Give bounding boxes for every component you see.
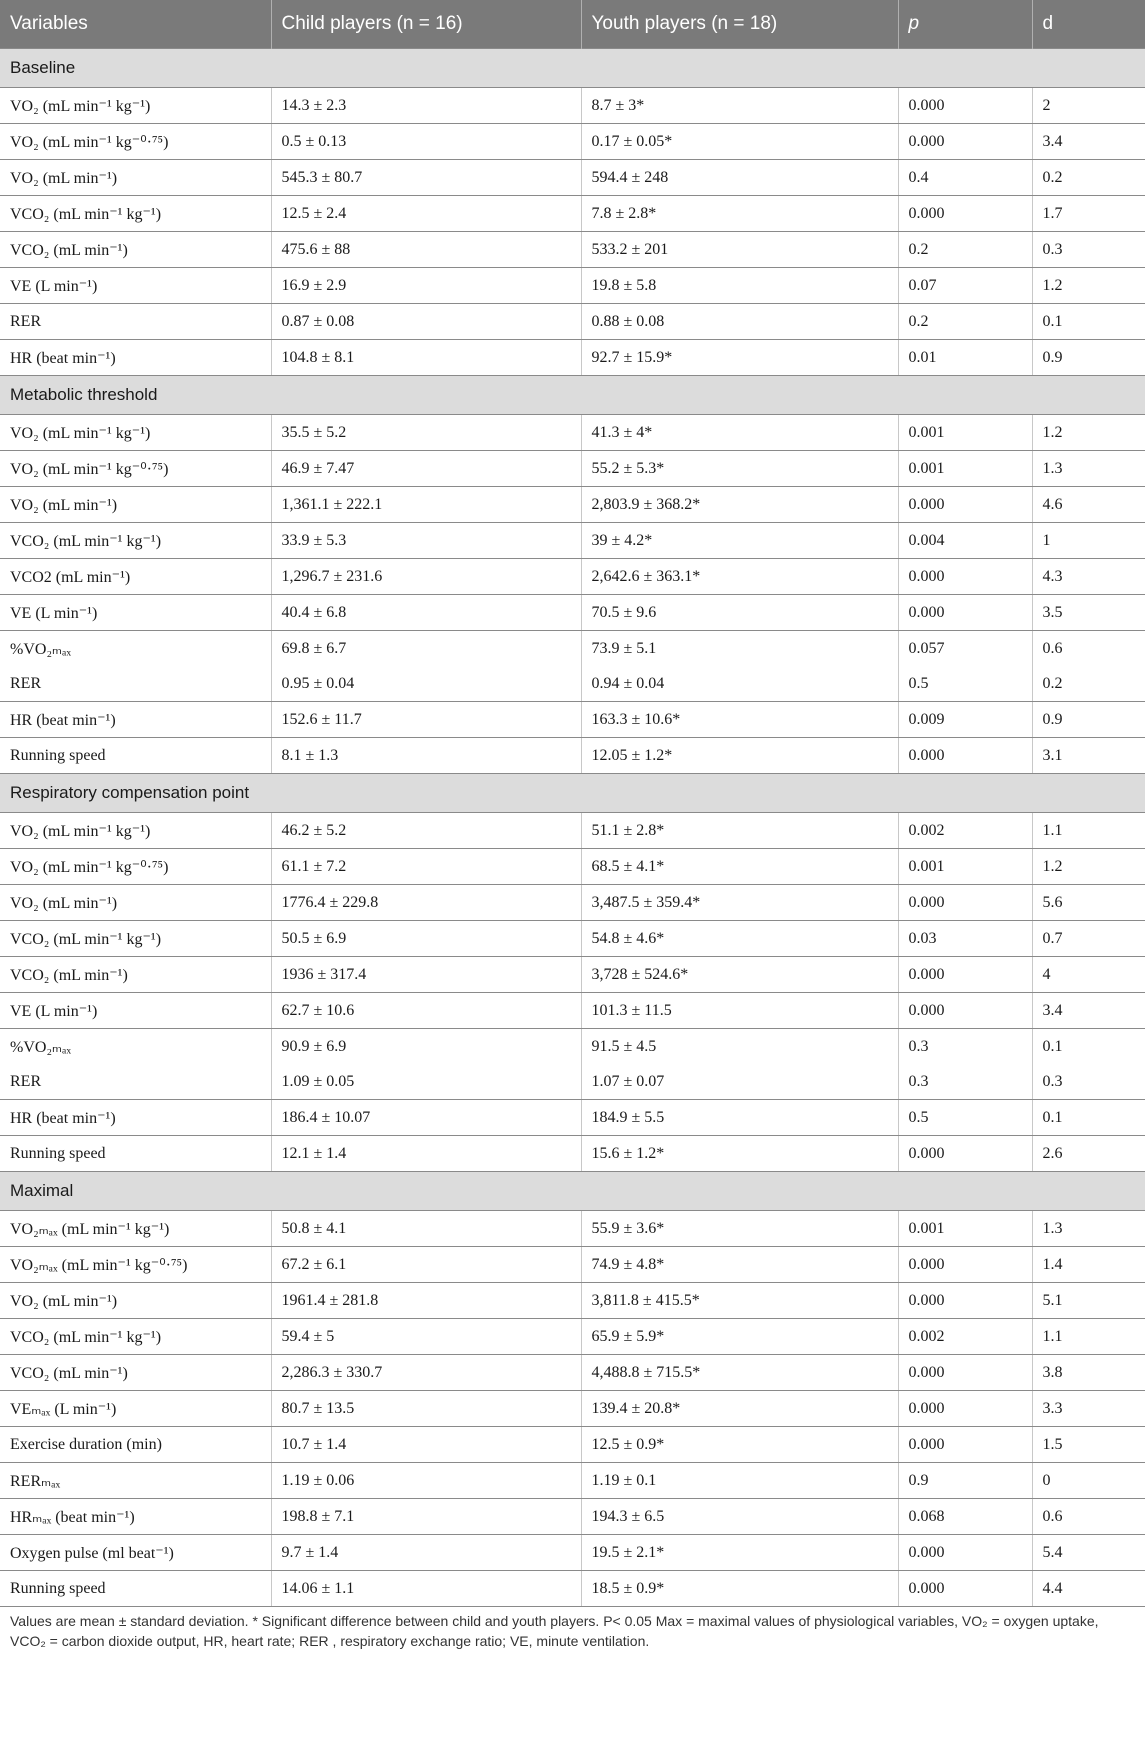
cell-child-value: 1936 ± 317.4 bbox=[271, 957, 581, 993]
cell-child-value: 33.9 ± 5.3 bbox=[271, 523, 581, 559]
table-row bbox=[0, 304, 1145, 340]
table-row bbox=[0, 268, 1145, 304]
cell-d-value: 1.4 bbox=[1032, 1247, 1145, 1283]
cell-youth-value: 0.17 ± 0.05* bbox=[581, 124, 898, 160]
cell-d-value: 0.6 bbox=[1042, 639, 1063, 657]
cell-variable: VCO₂ (mL min⁻¹ kg⁻¹) bbox=[0, 196, 271, 232]
cell-child-value: 50.8 ± 4.1 bbox=[271, 1211, 581, 1247]
cell-d-value: 1.7 bbox=[1032, 196, 1145, 232]
cell-p-value: 0.000 bbox=[898, 595, 1032, 631]
cell-p-value: 0.4 bbox=[898, 160, 1032, 196]
cell-p-value: 0.2 bbox=[898, 232, 1032, 268]
cell-youth-value: 2,642.6 ± 363.1* bbox=[581, 559, 898, 595]
cell-variable: RER bbox=[0, 304, 271, 340]
cell-youth-value: 3,811.8 ± 415.5* bbox=[581, 1283, 898, 1319]
cell-d-value: 0.2 bbox=[1032, 160, 1145, 196]
cell-d-value: 1.1 bbox=[1032, 1319, 1145, 1355]
cell-p-value: 0.5 bbox=[898, 666, 1032, 702]
cell-child-value: 1.19 ± 0.06 bbox=[271, 1463, 581, 1499]
cell-p-value: 0.000 bbox=[898, 1283, 1032, 1319]
cell-p-value: 0.5 bbox=[898, 1100, 1032, 1136]
table-row bbox=[0, 1100, 1145, 1136]
cell-p-value: 0.000 bbox=[898, 1355, 1032, 1391]
table-row bbox=[0, 340, 1145, 376]
cell-variable: VO₂ₘₐₓ (mL min⁻¹ kg⁻⁰·⁷⁵) bbox=[0, 1247, 271, 1283]
cell-variable: RER bbox=[0, 666, 271, 702]
cell-p-value: 0.068 bbox=[898, 1499, 1032, 1535]
table-row bbox=[0, 88, 1145, 124]
cell-p-value: 0.01 bbox=[898, 340, 1032, 376]
cell-youth-value: 70.5 ± 9.6 bbox=[581, 595, 898, 631]
cell-p-value: 0.000 bbox=[898, 738, 1032, 774]
cell-d-value: 5.6 bbox=[1032, 885, 1145, 921]
cell-child-value: 2,286.3 ± 330.7 bbox=[271, 1355, 581, 1391]
cell-p-value: 0.000 bbox=[898, 124, 1032, 160]
table-row bbox=[0, 1064, 1145, 1100]
cell-youth-value: 1.07 ± 0.07 bbox=[581, 1064, 898, 1100]
cell-child-value: 62.7 ± 10.6 bbox=[271, 993, 581, 1029]
cell-child-value: 35.5 ± 5.2 bbox=[271, 415, 581, 451]
cell-p-value: 0.057 bbox=[898, 631, 1032, 667]
cell-d-value: 0.3 bbox=[1032, 232, 1145, 268]
cell-p-value: 0.000 bbox=[898, 993, 1032, 1029]
table-row bbox=[0, 1499, 1145, 1535]
cell-child-value: 59.4 ± 5 bbox=[271, 1319, 581, 1355]
cell-d-value: 0.9 bbox=[1032, 340, 1145, 376]
cell-variable: RERₘₐₓ bbox=[0, 1463, 271, 1499]
cell-d-value: 4.6 bbox=[1032, 487, 1145, 523]
cell-child-value: 8.1 ± 1.3 bbox=[271, 738, 581, 774]
cell-p-value: 0.000 bbox=[898, 1571, 1032, 1607]
cell-p-value: 0.001 bbox=[898, 1211, 1032, 1247]
table-row bbox=[0, 451, 1145, 487]
table-row bbox=[0, 559, 1145, 595]
cell-d-value: 0.3 bbox=[1032, 1064, 1145, 1100]
table-row bbox=[0, 993, 1145, 1029]
cell-p-value: 0.03 bbox=[898, 921, 1032, 957]
cell-d-value: 5.1 bbox=[1032, 1283, 1145, 1319]
cell-child-value: 1961.4 ± 281.8 bbox=[271, 1283, 581, 1319]
table-row bbox=[0, 1463, 1145, 1499]
section-header-row bbox=[0, 774, 1145, 813]
cell-child-value: 186.4 ± 10.07 bbox=[271, 1100, 581, 1136]
table-row bbox=[0, 1247, 1145, 1283]
cell-d-value: 3.5 bbox=[1032, 595, 1145, 631]
cell-child-value: 0.5 ± 0.13 bbox=[271, 124, 581, 160]
cell-variable: VO₂ (mL min⁻¹ kg⁻⁰·⁷⁵) bbox=[0, 124, 271, 160]
header-d: d bbox=[1032, 0, 1145, 49]
cell-child-value: 16.9 ± 2.9 bbox=[271, 268, 581, 304]
cell-child-value: 1.09 ± 0.05 bbox=[271, 1064, 581, 1100]
cell-youth-value: 19.5 ± 2.1* bbox=[581, 1535, 898, 1571]
table-row bbox=[0, 1136, 1145, 1172]
cell-variable: Running speed bbox=[0, 1571, 271, 1607]
cell-d-value: 1.3 bbox=[1032, 451, 1145, 487]
cell-child-value: 12.5 ± 2.4 bbox=[271, 196, 581, 232]
cell-p-value: 0.000 bbox=[898, 1247, 1032, 1283]
cell-d-value: 4 bbox=[1032, 957, 1145, 993]
cell-p-value: 0.3 bbox=[898, 1029, 1032, 1065]
cell-p-value: 0.2 bbox=[898, 304, 1032, 340]
cell-variable: Exercise duration (min) bbox=[0, 1427, 271, 1463]
section-title: Metabolic threshold bbox=[0, 376, 1145, 415]
cell-d-value: 4.3 bbox=[1032, 559, 1145, 595]
cell-p-value: 0.000 bbox=[898, 196, 1032, 232]
cell-youth-value: 68.5 ± 4.1* bbox=[581, 849, 898, 885]
cell-variable: %VO₂ₘₐₓ bbox=[0, 1029, 271, 1065]
header-child-players: Child players (n = 16) bbox=[271, 0, 581, 49]
cell-variable: HRₘₐₓ (beat min⁻¹) bbox=[0, 1499, 271, 1535]
cell-variable: VCO₂ (mL min⁻¹ kg⁻¹) bbox=[0, 1319, 271, 1355]
table-row bbox=[0, 702, 1145, 738]
cell-child-value: 40.4 ± 6.8 bbox=[271, 595, 581, 631]
header-row bbox=[0, 0, 1145, 49]
cell-youth-value: 8.7 ± 3* bbox=[581, 88, 898, 124]
table-row bbox=[0, 160, 1145, 196]
header-youth-players: Youth players (n = 18) bbox=[581, 0, 898, 49]
cell-youth-value: 54.8 ± 4.6* bbox=[581, 921, 898, 957]
cell-child-value: 198.8 ± 7.1 bbox=[271, 1499, 581, 1535]
table-body bbox=[0, 49, 1145, 1607]
table-row bbox=[0, 1535, 1145, 1571]
cell-d-value: 1.3 bbox=[1032, 1211, 1145, 1247]
cell-variable: HR (beat min⁻¹) bbox=[0, 340, 271, 376]
cell-child-value: 9.7 ± 1.4 bbox=[271, 1535, 581, 1571]
cell-youth-value: 65.9 ± 5.9* bbox=[581, 1319, 898, 1355]
table-row bbox=[0, 1283, 1145, 1319]
cell-d-value: 2.6 bbox=[1032, 1136, 1145, 1172]
cell-p-value: 0.000 bbox=[898, 885, 1032, 921]
cell-youth-value: 15.6 ± 1.2* bbox=[581, 1136, 898, 1172]
cell-d-value: 0.1 bbox=[1032, 1100, 1145, 1136]
cell-d-value: 0.1 bbox=[1032, 304, 1145, 340]
cell-youth-value: 139.4 ± 20.8* bbox=[581, 1391, 898, 1427]
cell-p-value: 0.002 bbox=[898, 1319, 1032, 1355]
table-footnote: Values are mean ± standard deviation. * Significant difference between child and youth players. P< 0.05 Max = maximal values of physiological variables, VO₂ = oxygen uptake, VCO₂ = carbon dioxide output, HR, heart rate; RER , respiratory exchange ratio; VE, minute ventilation. bbox=[10, 1613, 1099, 1649]
table-row bbox=[0, 1427, 1145, 1463]
cell-d-value: 0 bbox=[1032, 1463, 1145, 1499]
section-header-row bbox=[0, 49, 1145, 88]
cell-youth-value: 39 ± 4.2* bbox=[581, 523, 898, 559]
cell-child-value: 12.1 ± 1.4 bbox=[271, 1136, 581, 1172]
cell-variable: HR (beat min⁻¹) bbox=[0, 1100, 271, 1136]
cell-p-value: 0.009 bbox=[898, 702, 1032, 738]
cell-variable: VE (L min⁻¹) bbox=[0, 595, 271, 631]
cell-p-value: 0.000 bbox=[898, 1136, 1032, 1172]
cell-youth-value: 91.5 ± 4.5 bbox=[581, 1029, 898, 1065]
cell-variable: HR (beat min⁻¹) bbox=[0, 702, 271, 738]
cell-youth-value: 3,728 ± 524.6* bbox=[581, 957, 898, 993]
cell-d-value: 5.4 bbox=[1032, 1535, 1145, 1571]
cell-youth-value: 19.8 ± 5.8 bbox=[581, 268, 898, 304]
cell-child-value: 152.6 ± 11.7 bbox=[271, 702, 581, 738]
cell-p-value: 0.001 bbox=[898, 451, 1032, 487]
cell-youth-value: 55.2 ± 5.3* bbox=[581, 451, 898, 487]
cell-child-value: 90.9 ± 6.9 bbox=[271, 1029, 581, 1065]
cell-variable: VO₂ (mL min⁻¹ kg⁻¹) bbox=[0, 88, 271, 124]
cell-d-value: 0.9 bbox=[1032, 702, 1145, 738]
cell-variable: VO₂ (mL min⁻¹ kg⁻¹) bbox=[0, 415, 271, 451]
cell-youth-value: 0.88 ± 0.08 bbox=[581, 304, 898, 340]
cell-variable: VO₂ (mL min⁻¹ kg⁻⁰·⁷⁵) bbox=[0, 451, 271, 487]
cell-d-value: 3.4 bbox=[1032, 993, 1145, 1029]
cell-child-value: 80.7 ± 13.5 bbox=[271, 1391, 581, 1427]
cell-youth-value: 12.5 ± 0.9* bbox=[581, 1427, 898, 1463]
cell-variable: VO₂ (mL min⁻¹) bbox=[0, 885, 271, 921]
cell-variable: Oxygen pulse (ml beat⁻¹) bbox=[0, 1535, 271, 1571]
cell-child-value: 1776.4 ± 229.8 bbox=[271, 885, 581, 921]
cell-variable: VO₂ (mL min⁻¹ kg⁻¹) bbox=[0, 813, 271, 849]
table-row bbox=[0, 1571, 1145, 1607]
cell-child-value: 104.8 ± 8.1 bbox=[271, 340, 581, 376]
cell-d-value: 1.1 bbox=[1032, 813, 1145, 849]
cell-p-value: 0.000 bbox=[898, 1427, 1032, 1463]
table-row bbox=[0, 415, 1145, 451]
cell-p-value: 0.000 bbox=[898, 957, 1032, 993]
table-row bbox=[0, 523, 1145, 559]
table-row bbox=[0, 1319, 1145, 1355]
header-p: p bbox=[898, 0, 1032, 49]
cell-variable: VE (L min⁻¹) bbox=[0, 993, 271, 1029]
cell-variable: VCO₂ (mL min⁻¹ kg⁻¹) bbox=[0, 523, 271, 559]
cell-child-value: 61.1 ± 7.2 bbox=[271, 849, 581, 885]
cell-child-value: 10.7 ± 1.4 bbox=[271, 1427, 581, 1463]
table-row bbox=[0, 196, 1145, 232]
cell-variable: VEₘₐₓ (L min⁻¹) bbox=[0, 1391, 271, 1427]
cell-youth-value: 73.9 ± 5.1 bbox=[581, 631, 898, 667]
cell-d-value: 1.5 bbox=[1032, 1427, 1145, 1463]
table-row bbox=[0, 232, 1145, 268]
cell-youth-value: 0.94 ± 0.04 bbox=[581, 666, 898, 702]
cell-variable: VCO₂ (mL min⁻¹) bbox=[0, 957, 271, 993]
cell-youth-value: 101.3 ± 11.5 bbox=[581, 993, 898, 1029]
cell-p-value: 0.07 bbox=[898, 268, 1032, 304]
table-row bbox=[0, 631, 1145, 667]
cell-variable: VCO₂ (mL min⁻¹) bbox=[0, 232, 271, 268]
cell-p-value: 0.001 bbox=[898, 415, 1032, 451]
cell-d-value: 0.1 bbox=[1042, 1037, 1063, 1055]
cell-youth-value: 2,803.9 ± 368.2* bbox=[581, 487, 898, 523]
cell-variable: Running speed bbox=[0, 1136, 271, 1172]
cell-youth-value: 7.8 ± 2.8* bbox=[581, 196, 898, 232]
cell-child-value: 46.9 ± 7.47 bbox=[271, 451, 581, 487]
cell-youth-value: 194.3 ± 6.5 bbox=[581, 1499, 898, 1535]
cell-d-value: 0.6 bbox=[1032, 1499, 1145, 1535]
cell-child-value: 0.87 ± 0.08 bbox=[271, 304, 581, 340]
cell-child-value: 50.5 ± 6.9 bbox=[271, 921, 581, 957]
cell-p-value: 0.000 bbox=[898, 1391, 1032, 1427]
cell-variable: VE (L min⁻¹) bbox=[0, 268, 271, 304]
cell-variable: Running speed bbox=[0, 738, 271, 774]
cell-youth-value: 41.3 ± 4* bbox=[581, 415, 898, 451]
cell-variable: %VO₂ₘₐₓ bbox=[0, 631, 271, 667]
cell-d-value: 1.2 bbox=[1032, 268, 1145, 304]
cell-variable: VO₂ (mL min⁻¹) bbox=[0, 160, 271, 196]
cell-youth-value: 51.1 ± 2.8* bbox=[581, 813, 898, 849]
cell-d-value: 0.2 bbox=[1032, 666, 1145, 702]
cell-youth-value: 12.05 ± 1.2* bbox=[581, 738, 898, 774]
table-row bbox=[0, 666, 1145, 702]
table-row bbox=[0, 1355, 1145, 1391]
table-row bbox=[0, 595, 1145, 631]
cell-p-value: 0.000 bbox=[898, 1535, 1032, 1571]
cell-youth-value: 4,488.8 ± 715.5* bbox=[581, 1355, 898, 1391]
table-row bbox=[0, 738, 1145, 774]
cell-variable: VCO₂ (mL min⁻¹ kg⁻¹) bbox=[0, 921, 271, 957]
cell-variable: VCO₂ (mL min⁻¹) bbox=[0, 1355, 271, 1391]
cell-child-value: 14.3 ± 2.3 bbox=[271, 88, 581, 124]
table-row bbox=[0, 1029, 1145, 1065]
cell-child-value: 545.3 ± 80.7 bbox=[271, 160, 581, 196]
cell-p-value: 0.000 bbox=[898, 88, 1032, 124]
cell-variable: VCO2 (mL min⁻¹) bbox=[0, 559, 271, 595]
cell-child-value: 1,296.7 ± 231.6 bbox=[271, 559, 581, 595]
cell-d-value: 3.8 bbox=[1032, 1355, 1145, 1391]
cell-youth-value: 184.9 ± 5.5 bbox=[581, 1100, 898, 1136]
section-title: Respiratory compensation point bbox=[0, 774, 1145, 813]
cell-youth-value: 1.19 ± 0.1 bbox=[581, 1463, 898, 1499]
cell-child-value: 1,361.1 ± 222.1 bbox=[271, 487, 581, 523]
table-row bbox=[0, 1391, 1145, 1427]
cell-youth-value: 594.4 ± 248 bbox=[581, 160, 898, 196]
cell-variable: VO₂ₘₐₓ (mL min⁻¹ kg⁻¹) bbox=[0, 1211, 271, 1247]
cell-p-value: 0.001 bbox=[898, 849, 1032, 885]
cell-d-value: 1.2 bbox=[1032, 415, 1145, 451]
cell-d-value: 3.3 bbox=[1032, 1391, 1145, 1427]
table-row bbox=[0, 1211, 1145, 1247]
cell-p-value: 0.000 bbox=[898, 559, 1032, 595]
cell-child-value: 14.06 ± 1.1 bbox=[271, 1571, 581, 1607]
table-row bbox=[0, 957, 1145, 993]
cell-variable: RER bbox=[0, 1064, 271, 1100]
cell-child-value: 475.6 ± 88 bbox=[271, 232, 581, 268]
cell-d-value: 0.7 bbox=[1032, 921, 1145, 957]
table-row bbox=[0, 885, 1145, 921]
section-title: Baseline bbox=[0, 49, 1145, 88]
cell-d-value: 1 bbox=[1032, 523, 1145, 559]
cell-p-value: 0.3 bbox=[898, 1064, 1032, 1100]
cell-child-value: 67.2 ± 6.1 bbox=[271, 1247, 581, 1283]
table-row bbox=[0, 921, 1145, 957]
cell-youth-value: 3,487.5 ± 359.4* bbox=[581, 885, 898, 921]
cell-p-value: 0.9 bbox=[898, 1463, 1032, 1499]
cell-variable: VO₂ (mL min⁻¹ kg⁻⁰·⁷⁵) bbox=[0, 849, 271, 885]
section-title: Maximal bbox=[0, 1172, 1145, 1211]
cell-p-value: 0.000 bbox=[898, 487, 1032, 523]
section-header-row bbox=[0, 376, 1145, 415]
cell-youth-value: 55.9 ± 3.6* bbox=[581, 1211, 898, 1247]
cell-child-value: 0.95 ± 0.04 bbox=[271, 666, 581, 702]
cell-youth-value: 74.9 ± 4.8* bbox=[581, 1247, 898, 1283]
cell-d-value: 1.2 bbox=[1032, 849, 1145, 885]
header-variables: Variables bbox=[0, 0, 271, 49]
cell-youth-value: 18.5 ± 0.9* bbox=[581, 1571, 898, 1607]
cell-p-value: 0.004 bbox=[898, 523, 1032, 559]
cell-child-value: 69.8 ± 6.7 bbox=[271, 631, 581, 667]
cell-youth-value: 163.3 ± 10.6* bbox=[581, 702, 898, 738]
table-row bbox=[0, 813, 1145, 849]
cell-youth-value: 533.2 ± 201 bbox=[581, 232, 898, 268]
cell-variable: VO₂ (mL min⁻¹) bbox=[0, 487, 271, 523]
cell-d-value: 4.4 bbox=[1032, 1571, 1145, 1607]
cell-variable: VO₂ (mL min⁻¹) bbox=[0, 1283, 271, 1319]
table-row bbox=[0, 487, 1145, 523]
section-header-row bbox=[0, 1172, 1145, 1211]
cell-child-value: 46.2 ± 5.2 bbox=[271, 813, 581, 849]
cell-p-value: 0.002 bbox=[898, 813, 1032, 849]
cell-d-value: 2 bbox=[1032, 88, 1145, 124]
cell-youth-value: 92.7 ± 15.9* bbox=[581, 340, 898, 376]
cell-d-value: 3.4 bbox=[1032, 124, 1145, 160]
table-row bbox=[0, 124, 1145, 160]
cell-d-value: 3.1 bbox=[1032, 738, 1145, 774]
table-row bbox=[0, 849, 1145, 885]
